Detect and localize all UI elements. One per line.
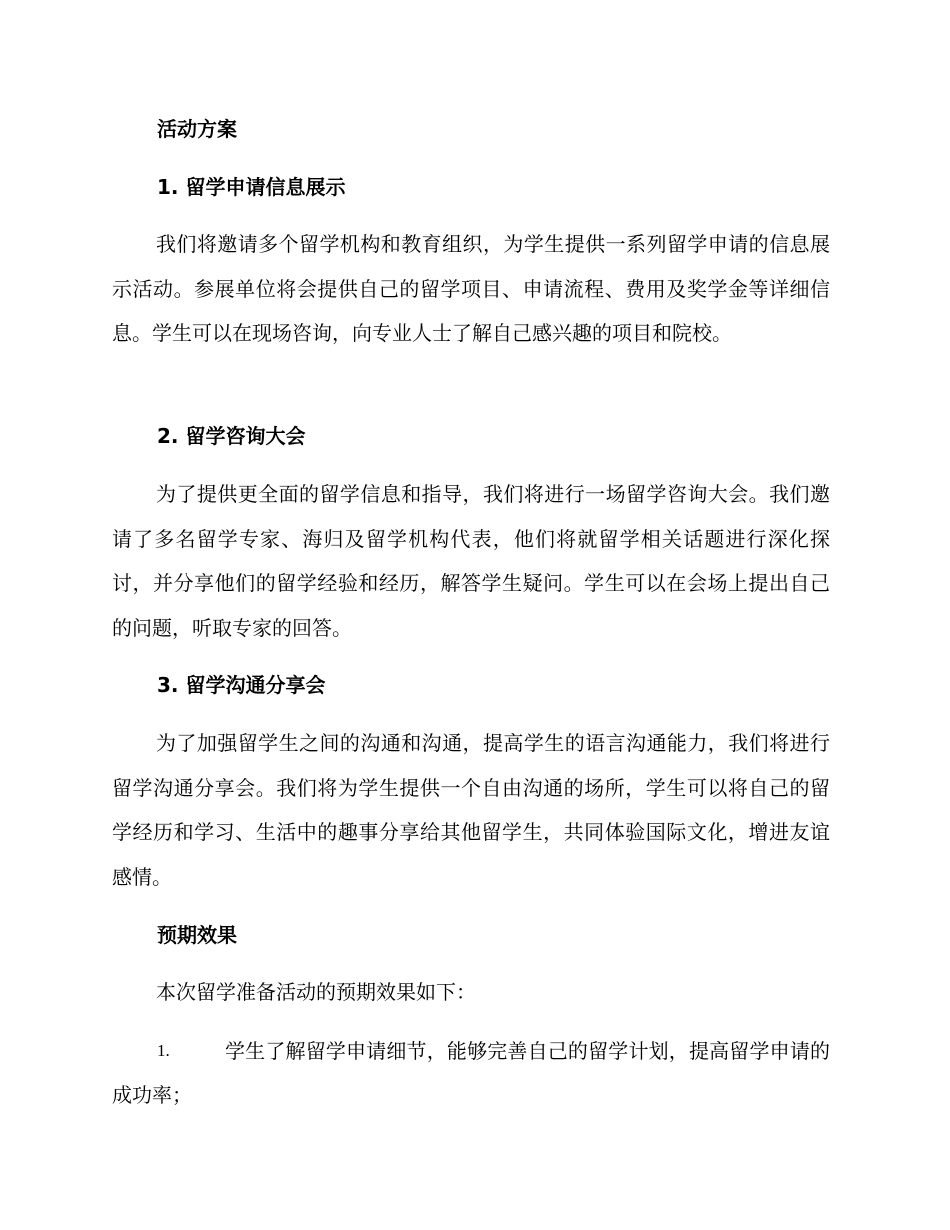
paragraph-item3: 为了加强留学生之间的沟通和沟通，提高学生的语言沟通能力，我们将进行留学沟通分享会。我们将为学生提供一个自由沟通的场所，学生可以将自己的留学经历和学习、生活中的趣事分享给其他留学生，共同体验国际文化，增进友谊感情。 bbox=[112, 731, 830, 889]
paragraph-effect-intro: 本次留学准备活动的预期效果如下： bbox=[156, 980, 476, 1004]
paragraph-item1: 我们将邀请多个留学机构和教育组织，为学生提供一系列留学申请的信息展示活动。参展单位将会提供自己的留学项目、申请流程、费用及奖学金等详细信息。学生可以在现场咨询，向专业人士了解自己感兴趣的项目和院校。 bbox=[112, 232, 830, 345]
section-heading-item2: 2. 留学咨询大会 bbox=[157, 424, 306, 448]
list-item bbox=[112, 1029, 830, 1117]
section-heading-item3: 3. 留学沟通分享会 bbox=[157, 673, 326, 697]
section-heading-effect: 预期效果 bbox=[157, 923, 237, 947]
paragraph-item2: 为了提供更全面的留学信息和指导，我们将进行一场留学咨询大会。我们邀请了多名留学专家、海归及留学机构代表，他们将就留学相关话题进行深化探讨，并分享他们的留学经验和经历，解答学生疑问。学生可以在会场上提出自己的问题，听取专家的回答。 bbox=[112, 482, 830, 640]
list-item-text: 学生了解留学申请细节，能够完善自己的留学计划，提高留学申请的成功率； bbox=[112, 1039, 830, 1107]
section-heading-plan: 活动方案 bbox=[157, 117, 237, 141]
list-item-number: 1. bbox=[157, 1041, 170, 1060]
section-heading-item1: 1. 留学申请信息展示 bbox=[157, 175, 346, 199]
